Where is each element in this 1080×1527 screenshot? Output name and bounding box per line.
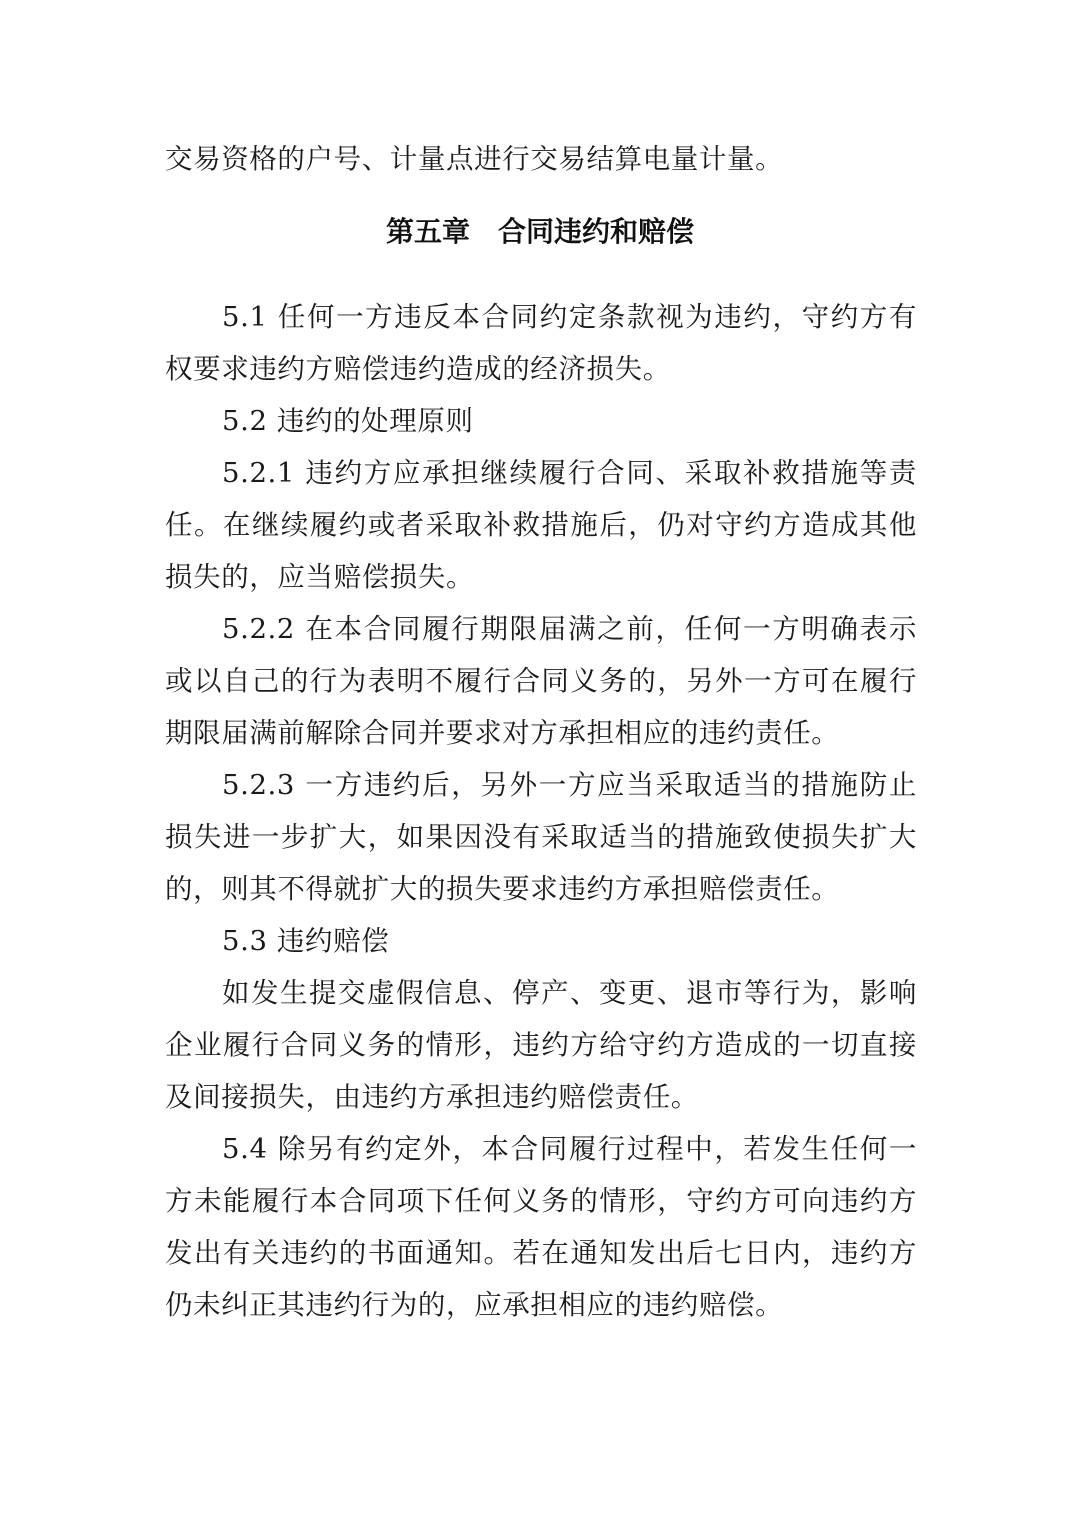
continuation-paragraph: 交易资格的户号、计量点进行交易结算电量计量。 [165, 143, 784, 175]
chapter-body [165, 291, 917, 1331]
clause-5-3-body: 如发生提交虚假信息、停产、变更、退市等行为，影响企业履行合同义务的情形，违约方给守约方造成的一切直接及间接损失，由违约方承担违约赔偿责任。 [165, 977, 917, 1113]
clause-5-2-3: 5.2.3 一方违约后，另外一方应当采取适当的措施防止损失进一步扩大，如果因没有采取适当的措施致使损失扩大的，则其不得就扩大的损失要求违约方承担赔偿责任。 [165, 769, 917, 905]
chapter-title: 第五章 合同违约和赔偿 [385, 215, 694, 248]
clause-5-3-heading: 5.3 违约赔偿 [222, 925, 390, 957]
clause-5-1: 5.1 任何一方违反本合同约定条款视为违约，守约方有权要求违约方赔偿违约造成的经济损失。 [165, 301, 917, 385]
continuation-text-block [165, 133, 917, 185]
clause-5-4: 5.4 除另有约定外，本合同履行过程中，若发生任何一方未能履行本合同项下任何义务的情形，守约方可向违约方发出有关违约的书面通知。若在通知发出后七日内，违约方仍未纠正其违约行为的，应承担相应的违约赔偿。 [165, 1133, 917, 1321]
clause-5-2-1: 5.2.1 违约方应承担继续履行合同、采取补救措施等责任。在继续履约或者采取补救措施后，仍对守约方造成其他损失的，应当赔偿损失。 [165, 457, 917, 593]
clause-5-2-heading: 5.2 违约的处理原则 [222, 405, 474, 437]
clause-5-2-2: 5.2.2 在本合同履行期限届满之前，任何一方明确表示或以自己的行为表明不履行合同义务的，另外一方可在履行期限届满前解除合同并要求对方承担相应的违约责任。 [165, 613, 917, 749]
